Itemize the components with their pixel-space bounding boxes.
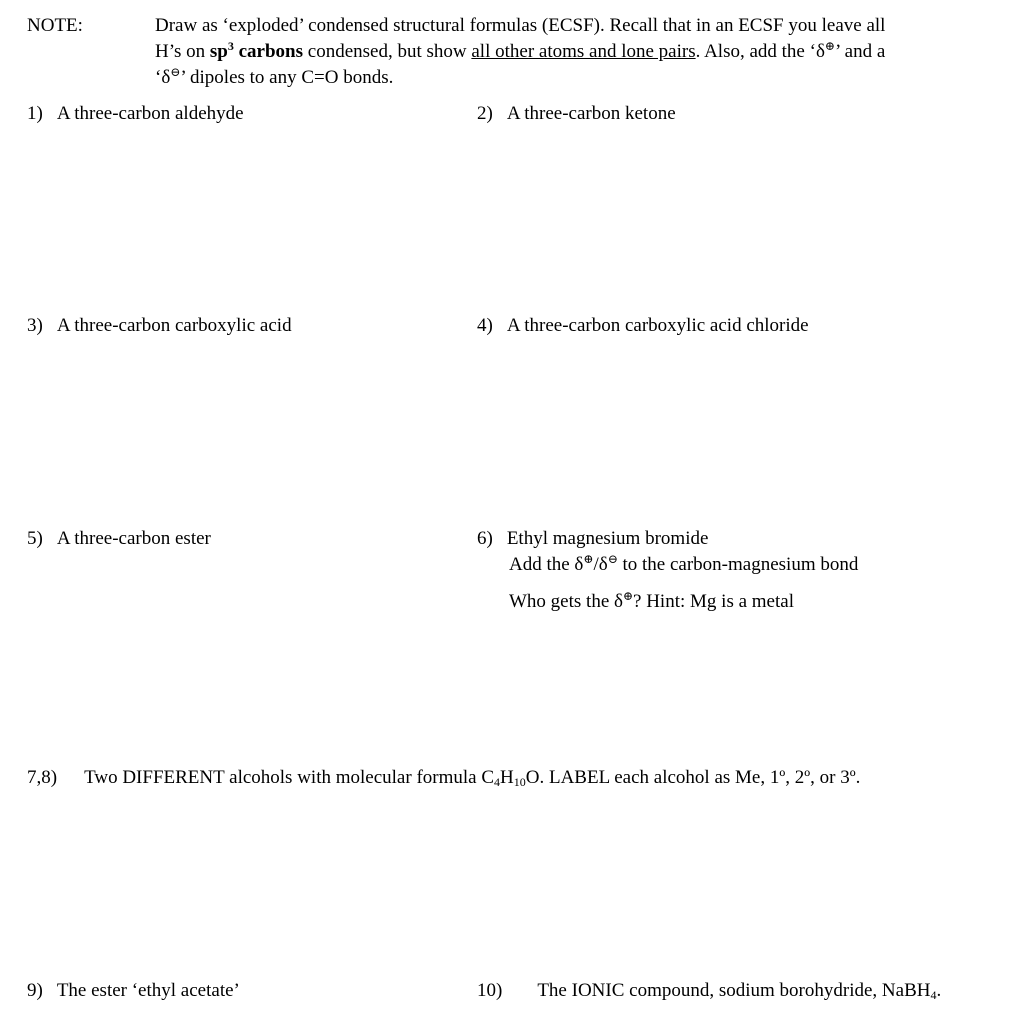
question-text: The IONIC compound, sodium borohydride, NaBH$_4$. bbox=[537, 980, 942, 1002]
question-text: A three-carbon carboxylic acid bbox=[56, 315, 292, 336]
question-10 bbox=[477, 978, 941, 1004]
question-number: 5) bbox=[27, 528, 43, 549]
note-underlined-phrase: all other atoms and lone pairs bbox=[471, 41, 696, 62]
note-label: NOTE: bbox=[27, 15, 83, 36]
question-6-hint: Who gets the δ⊕? Hint: Mg is a metal bbox=[509, 589, 794, 612]
question-number: 3) bbox=[27, 315, 43, 336]
question-text: A three-carbon carboxylic acid chloride bbox=[506, 315, 809, 336]
question-number: 4) bbox=[477, 315, 493, 336]
question-number: 1) bbox=[27, 103, 43, 124]
question-text: A three-carbon aldehyde bbox=[56, 103, 244, 124]
question-number: 7,8) bbox=[27, 767, 58, 788]
question-number: 9) bbox=[27, 980, 43, 1001]
question-9 bbox=[27, 978, 240, 1004]
question-2 bbox=[477, 101, 676, 127]
question-text: The ester ‘ethyl acetate’ bbox=[56, 980, 240, 1001]
question-3 bbox=[27, 313, 292, 339]
question-text: Ethyl magnesium bromide bbox=[506, 528, 709, 549]
question-5 bbox=[27, 526, 211, 552]
question-6 bbox=[477, 526, 708, 552]
question-1 bbox=[27, 101, 244, 127]
question-text: A three-carbon ketone bbox=[506, 103, 676, 124]
note-instructions bbox=[155, 13, 1005, 91]
note-line-3: ‘δ⊖’ dipoles to any C=O bonds. bbox=[155, 65, 394, 88]
question-text: Two DIFFERENT alcohols with molecular formula $C_4H_{10}O$. LABEL each alcohol as Me, 1º, 2º, or 3º. bbox=[84, 767, 861, 789]
question-number: 6) bbox=[477, 528, 493, 549]
note-line-2: H’s on $sp^3$ carbons condensed, but show all other atoms and lone pairs. Also, add the ‘δ⊕’ and a bbox=[155, 39, 886, 62]
note-line-1: Draw as ‘exploded’ condensed structural formulas (ECSF). Recall that in an ECSF you leave all bbox=[155, 15, 886, 36]
question-4 bbox=[477, 313, 809, 339]
question-7-8 bbox=[27, 765, 860, 791]
question-6-dipole-instruction: Add the δ⊕/δ⊖ to the carbon-magnesium bond bbox=[509, 552, 859, 575]
question-number: 10) bbox=[477, 980, 503, 1001]
question-number: 2) bbox=[477, 103, 493, 124]
question-text: A three-carbon ester bbox=[56, 528, 211, 549]
